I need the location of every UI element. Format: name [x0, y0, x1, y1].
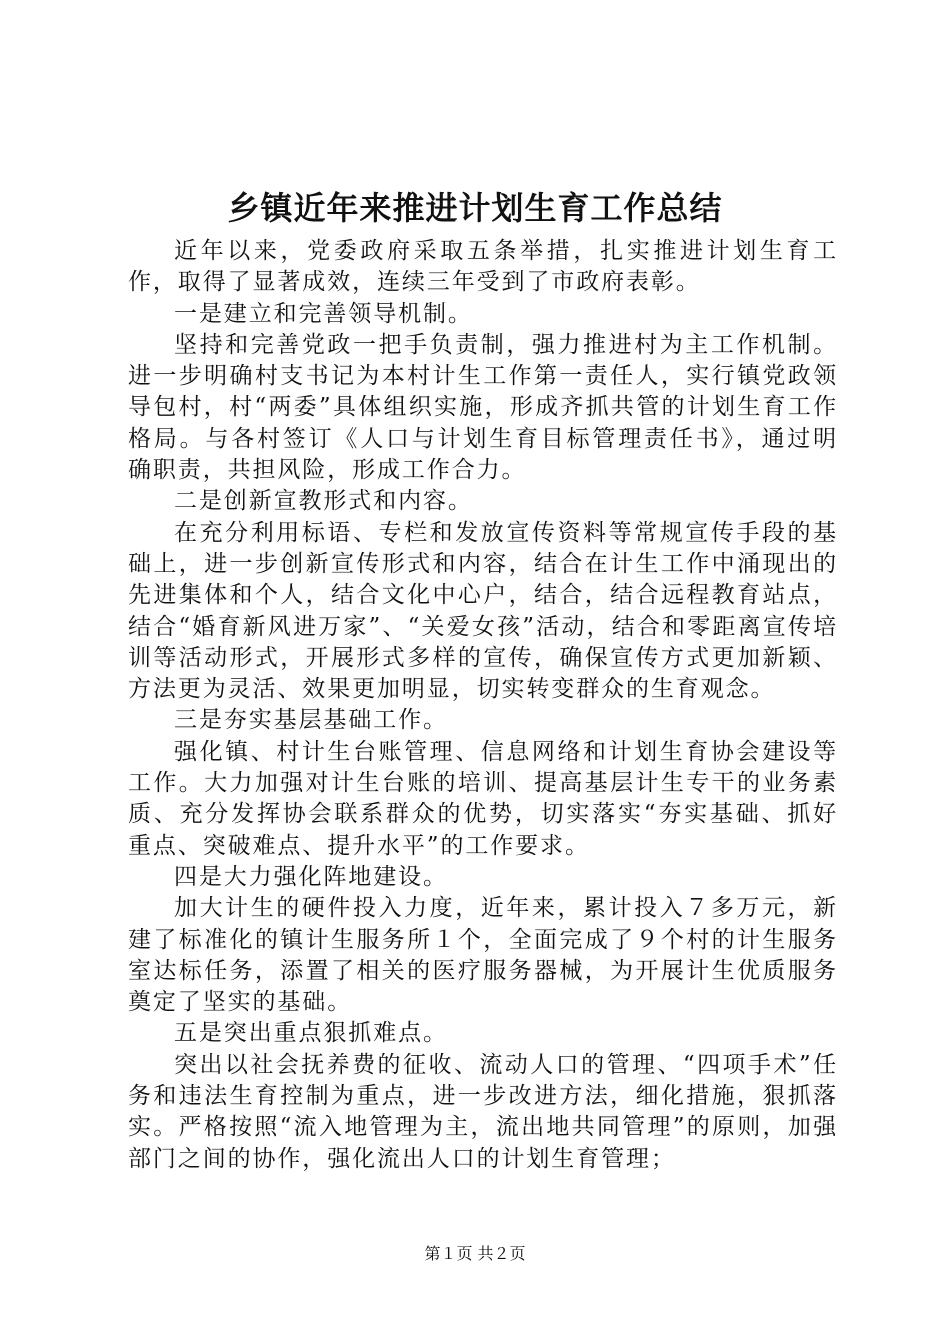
document-title: 乡镇近年来推进计划生育工作总结	[227, 189, 723, 227]
paragraph-item-3: 强化镇、村计生台账管理、信息网络和计划生育协会建设等工作。大力加强对计生台账的培训、提高基层计生专干的业务素质、充分发挥协会联系群众的优势，切实落实“夯实基础、抓好重点、突破难点、提升水平”的工作要求。	[128, 738, 838, 859]
heading-item-2: 二是创新宣教形式和内容。	[174, 488, 473, 515]
heading-item-4: 四是大力强化阵地建设。	[174, 863, 448, 890]
heading-item-1: 一是建立和完善领导机制。	[174, 300, 473, 327]
paragraph-intro: 近年以来，党委政府采取五条举措，扎实推进计划生育工作，取得了显著成效，连续三年受到了市政府表彰。	[128, 238, 838, 296]
document-body	[128, 236, 838, 1175]
heading-item-3: 三是夯实基层基础工作。	[174, 707, 448, 734]
paragraph-item-2: 在充分利用标语、专栏和发放宣传资料等常规宣传手段的基础上，进一步创新宣传形式和内容，结合在计生工作中涌现出的先进集体和个人，结合文化中心户，结合，结合远程教育站点，结合“婚育新风进万家”、“关爱女孩”活动，结合和零距离宣传培训等活动形式，开展形式多样的宣传，确保宣传方式更加新颖、方法更为灵活、效果更加明显，切实转变群众的生育观念。	[128, 519, 838, 703]
paragraph-item-5: 突出以社会抚养费的征收、流动人口的管理、“四项手术”任务和违法生育控制为重点，进一步改进方法，细化措施，狠抓落实。严格按照“流入地管理为主，流出地共同管理”的原则，加强部门之间的协作，强化流出人口的计划生育管理；	[128, 1051, 838, 1172]
heading-item-5: 五是突出重点狠抓难点。	[174, 1020, 448, 1047]
paragraph-item-4: 加大计生的硬件投入力度，近年来，累计投入７多万元，新建了标准化的镇计生服务所１个，全面完成了９个村的计生服务室达标任务，添置了相关的医疗服务器械，为开展计生优质服务奠定了坚实的基础。	[128, 895, 838, 1016]
page-number-footer: 第１页 共２页	[424, 1244, 526, 1263]
paragraph-item-1: 坚持和完善党政一把手负责制，强力推进村为主工作机制。进一步明确村支书记为本村计生工作第一责任人，实行镇党政领导包村，村“两委”具体组织实施，形成齐抓共管的计划生育工作格局。与各村签订《人口与计划生育目标管理责任书》，通过明确职责，共担风险，形成工作合力。	[128, 331, 838, 484]
